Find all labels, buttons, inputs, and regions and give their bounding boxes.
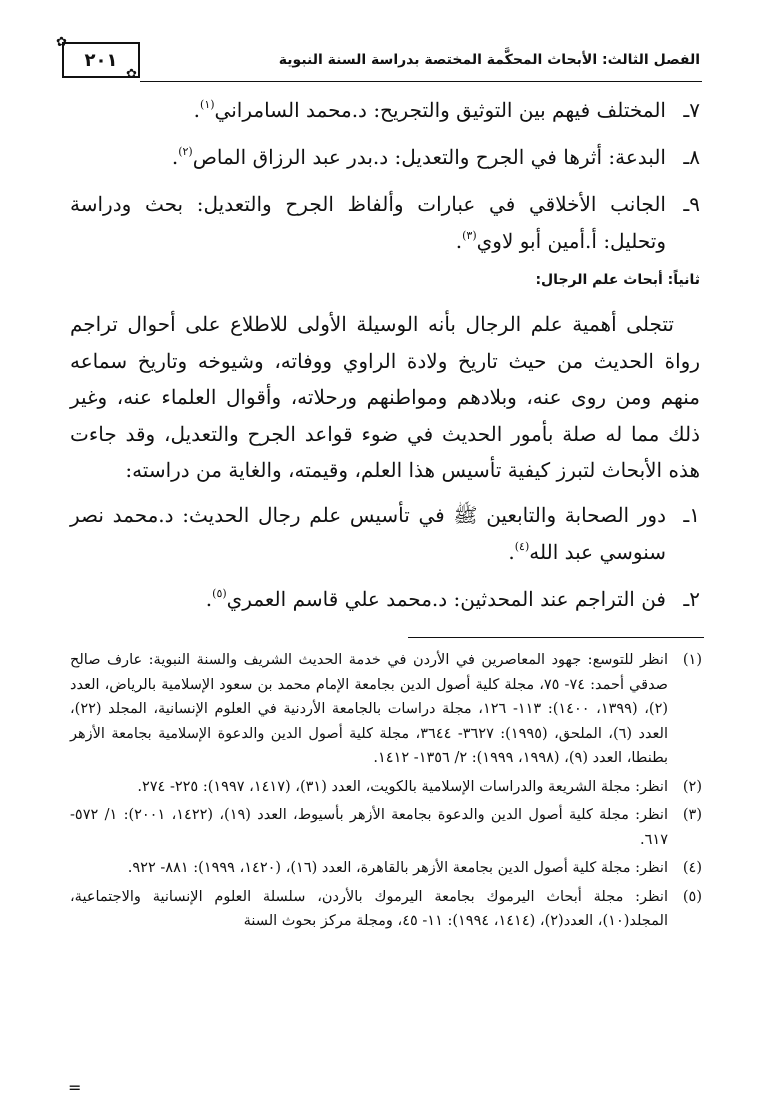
item-number: ٧ـ: [683, 98, 700, 122]
footnote-separator: [408, 637, 704, 638]
item-text: فن التراجم عند المحدثين: د.محمد علي قاسم العمري$^{(٥)}$.: [205, 586, 666, 611]
item-number: ٢ـ: [683, 586, 700, 611]
footnote-text: انظر: مجلة أبحاث اليرموك بجامعة اليرموك بالأردن، سلسلة العلوم الإنسانية والاجتماعية، المجلد(١٠)، العدد(٢)، (١٤١٤، ١٩٩٤): ١١- ٤٥، ومجلة مركز بحوث السنة: [70, 888, 668, 929]
item-text: البدعة: أثرها في الجرح والتعديل: د.بدر عبد الرزاق الماص$^{(٢)}$.: [171, 145, 666, 169]
main-text: [70, 92, 700, 628]
footnote-number: (٢): [682, 778, 702, 795]
body-paragraph: تتجلى أهمية علم الرجال بأنه الوسيلة الأولى للاطلاع على أحوال تراجم رواة الحديث من حيث تاريخ ولادة الراوي ووفاته، وشيوخه وتاريخ سماعه منهم ومن روى عنه، وبلادهم ومواطنهم ورحلاته، وأقوال العلماء عنه، وغير ذلك مما له صلة بأمور الحديث في ضوء قواعد الجرح والتعديل، وقد جاءت هذه الأبحاث لتبرز كيفية تأسيس هذا العلم، وقيمته، والغاية من دراسته:: [70, 312, 700, 482]
section-heading: ثانياً: أبحاث علم الرجال:: [535, 272, 700, 288]
item-text: دور الصحابة والتابعين ﷺ في تأسيس علم رجال الحديث: د.محمد نصر سنوسي عبد الله$^{(٤)}$.: [70, 502, 666, 564]
footnote-number: (٤): [682, 860, 702, 876]
list-item: [70, 186, 700, 260]
header-rule: [140, 81, 702, 82]
list-item: [70, 139, 700, 176]
page-number: ٢٠١: [84, 49, 118, 71]
footnote: [70, 775, 702, 800]
item-number: ٩ـ: [683, 192, 700, 216]
footnote: [70, 648, 702, 771]
continuation-mark: =: [68, 1078, 82, 1097]
list-item: [70, 581, 700, 618]
footnote-number: (٥): [682, 888, 702, 905]
page-header: [56, 35, 702, 82]
footnote: [70, 856, 702, 881]
corner-ornament-icon: ✿: [56, 35, 67, 50]
footnote-text: انظر: مجلة كلية أصول الدين والدعوة بجامعة الأزهر بأسيوط، العدد (١٩)، (١٤٢٢، ٢٠٠١): ١/ ٥٧٢- ٦١٧.: [70, 807, 668, 848]
footnote-number: (١): [682, 652, 702, 668]
footnote-ref: (٥): [212, 586, 227, 600]
footnote-text: انظر للتوسع: جهود المعاصرين في الأردن في خدمة الحديث الشريف والسنة النبوية: عارف صالح صدقي أحمد: ٧٤- ٧٥، مجلة كلية أصول الدين بجامعة الإمام محمد بن سعود الإسلامية بالرياض، العدد (٢)، (١٣٩٩، ١٤٠٠): ١١٣- ١٢٦، مجلة دراسات بالجامعة الأردنية في العلوم الإنسانية، المجلد (٢٢)، العدد (٦)، الملحق، (١٩٩٥): ٣٦٢٧- ٣٦٤٤، مجلة كلية أصول الدين والدعوة الإسلامية بجامعة الأزهر بطنطا، العدد (٩)، (١٩٩٨، ١٩٩٩): ٢/ ١٣٥٦- ١٤١٢.: [70, 652, 669, 766]
list-item: [70, 92, 700, 129]
footnote-ref: (٢): [178, 145, 193, 158]
footnote-text: انظر: مجلة الشريعة والدراسات الإسلامية بالكويت، العدد (٣١)، (١٤١٧، ١٩٩٧): ٢٢٥- ٢٧٤.: [137, 778, 668, 795]
footnote-text: انظر: مجلة كلية أصول الدين بجامعة الأزهر بالقاهرة، العدد (١٦)، (١٤٢٠، ١٩٩٩): ٨٨١- ٩٢٢.: [127, 860, 668, 876]
list-item: [70, 497, 700, 571]
footnote-ref: (٣): [462, 229, 477, 242]
item-text: المختلف فيهم بين التوثيق والتجريح: د.محمد السامراني$^{(١)}$.: [193, 98, 666, 122]
footnote-number: (٣): [682, 807, 702, 823]
footnotes: [70, 648, 702, 938]
corner-ornament-icon: ✿: [126, 67, 137, 82]
item-text: الجانب الأخلاقي في عبارات وألفاظ الجرح والتعديل: بحث ودراسة وتحليل: أ.أمين أبو لاوي$^{(٣)}$.: [70, 192, 666, 253]
running-head: الفصل الثالث: الأبحاث المحكَّمة المختصة بدراسة السنة النبوية: [278, 52, 700, 68]
footnote: [70, 803, 702, 852]
footnote: [70, 885, 702, 934]
footnote-ref: (١): [200, 98, 215, 111]
item-number: ٨ـ: [683, 145, 700, 169]
item-number: ١ـ: [683, 502, 700, 527]
footnote-ref: (٤): [514, 539, 530, 553]
